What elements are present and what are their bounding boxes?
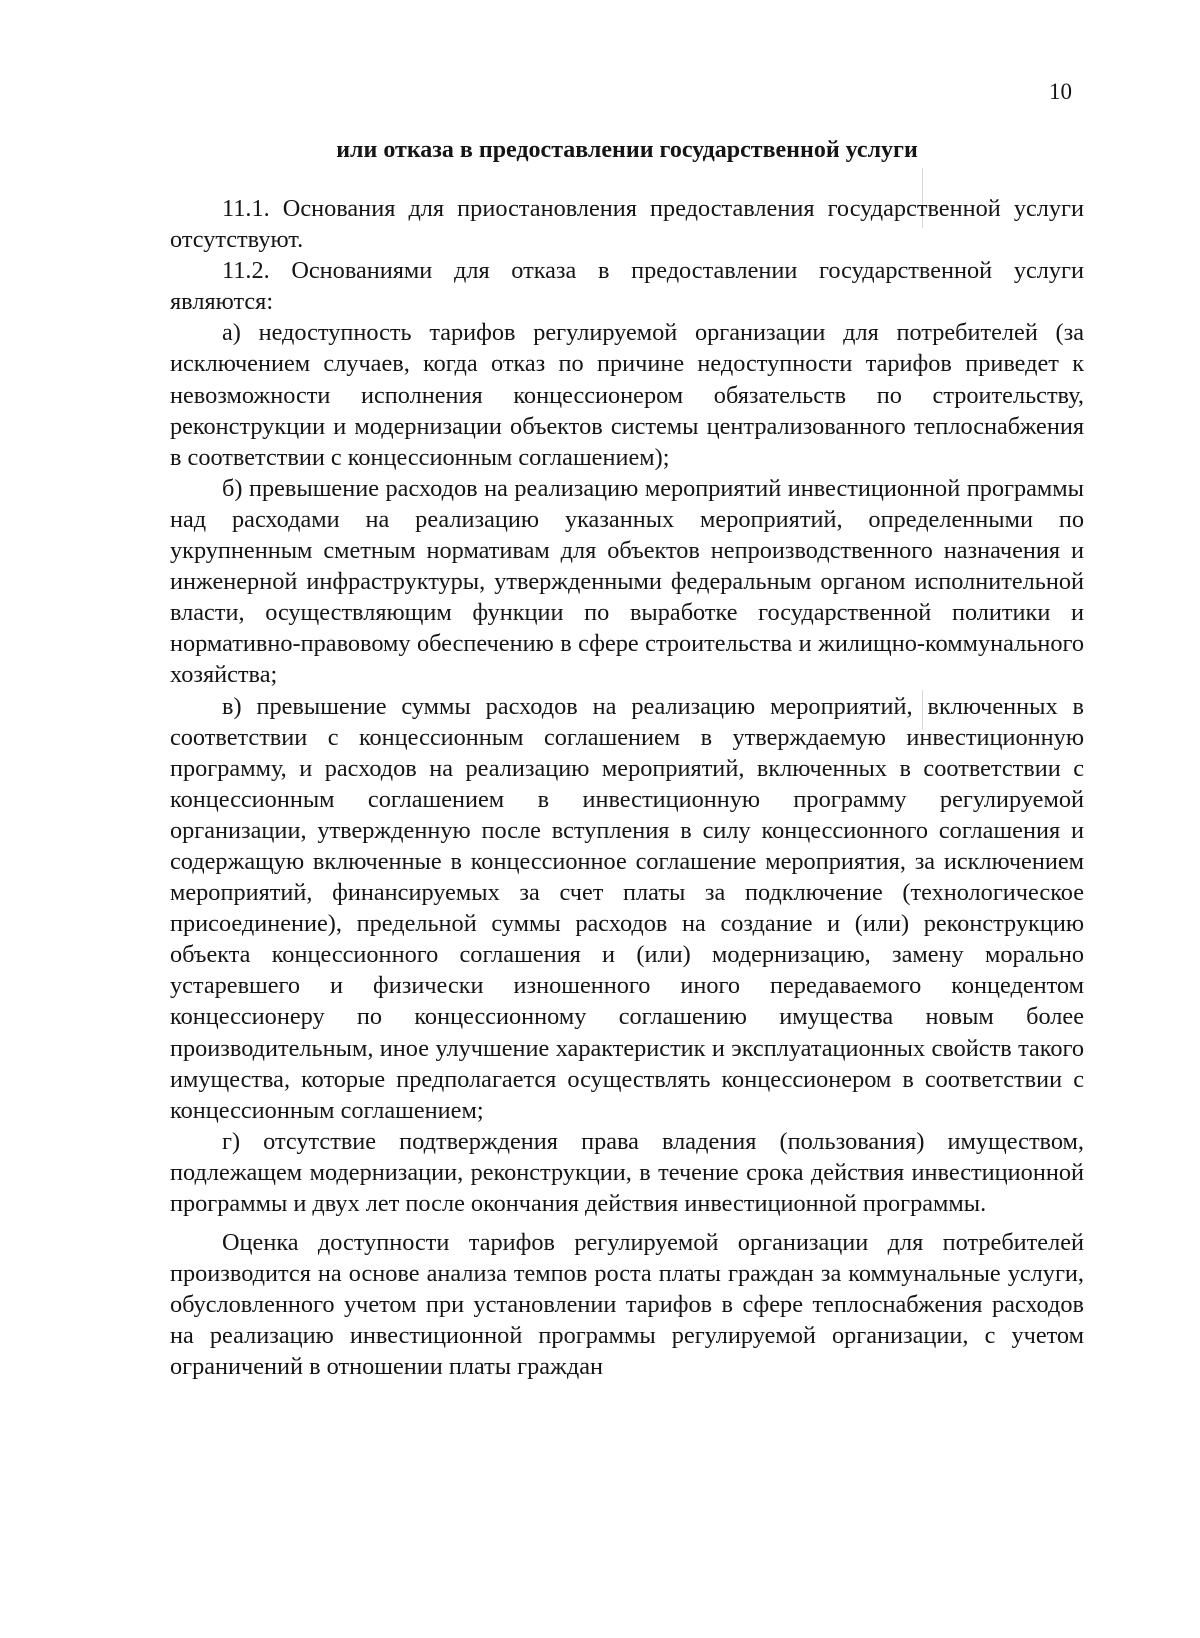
paragraph-item-g: г) отсутствие подтверждения права владения (пользования) имуществом, подлежащем модернизации, реконструкции, в течение срока действия инвестиционной программы и двух лет после окончания действия инвестиционной программы.	[170, 1127, 1084, 1217]
section-heading: или отказа в предоставлении государственной услуги	[336, 137, 918, 163]
paragraph-item-b: б) превышение расходов на реализацию мероприятий инвестиционной программы над расходами на реализацию указанных мероприятий, определенными по укрупненным сметным нормативам для объектов непроизводственного назначения и инженерной инфраструктуры, утвержденными федеральным органом исполнительной власти, осуществляющим функции по выработке государственной политики и нормативно-правовому обеспечению в сфере строительства и жилищно-коммунального хозяйства;	[170, 474, 1084, 689]
paragraph-assessment: Оценка доступности тарифов регулируемой организации для потребителей производится на основе анализа темпов роста платы граждан за коммунальные услуги, обусловленного учетом при установлении тарифов в сфере теплоснабжения расходов на реализацию инвестиционной программы регулируемой организации, с учетом ограничений в отношении платы граждан	[170, 1229, 1084, 1381]
page-number: 10	[1049, 79, 1072, 104]
paragraph-item-v: в) превышение суммы расходов на реализацию мероприятий, включенных в соответствии с концессионным соглашением в утверждаемую инвестиционную программу, и расходов на реализацию мероприятий, включенных в соответствии с концессионным соглашением в инвестиционную программу регулируемой организации, утвержденную после вступления в силу концессионного соглашения и содержащую включенные в концессионное соглашение мероприятия, за исключением мероприятий, финансируемых за счет платы за подключение (технологическое присоединение), предельной суммы расходов на создание и (или) реконструкцию объекта концессионного соглашения и (или) модернизацию, замену морально устаревшего и физически изношенного иного передаваемого концедентом концессионеру по концессионному соглашению имущества новым более производительным, иное улучшение характеристик и эксплуатационных свойств такого имущества, которые предполагается осуществлять концессионером в соответствии с концессионным соглашением;	[170, 692, 1084, 1124]
paragraph-item-a: а) недоступность тарифов регулируемой организации для потребителей (за исключением случаев, когда отказ по причине недоступности тарифов приведет к невозможности исполнения концессионером обязательств по строительству, реконструкции и модернизации объектов системы централизованного теплоснабжения в соответствии с концессионным соглашением);	[170, 319, 1084, 471]
paragraph-11-1: 11.1. Основания для приостановления предоставления государственной услуги отсутствуют.	[170, 195, 1084, 254]
paragraph-11-2: 11.2. Основаниями для отказа в предоставлении государственной услуги являются:	[170, 257, 1084, 316]
body-text	[170, 193, 1084, 1383]
